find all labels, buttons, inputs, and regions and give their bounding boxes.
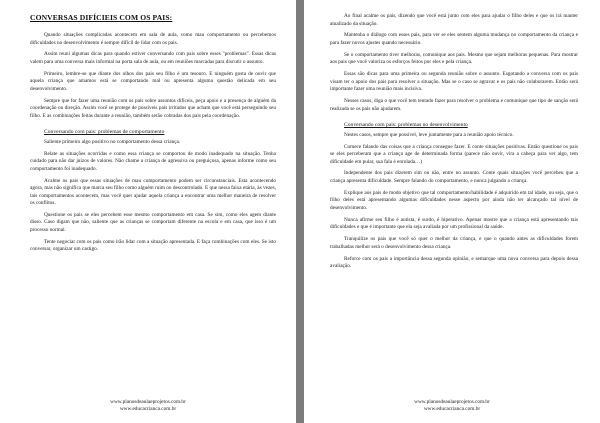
paragraph: Essas são dicas para uma primeira ou segunda reunião sobre o assunto. Esgotando a conversa com os pais visam ter o apoio dos pais para resolver a situação. Mas se o caso se agravar e os pais não colaborarem. Então será importante fazer uma reunião mais incisiva. [330, 71, 578, 93]
page-footer [304, 399, 600, 413]
footer-url: www.educacrianca.com.br [119, 406, 177, 413]
paragraph: Tranquilize os pais que você só quer o melhor da criança, e que o quando antes as dificuldades forem trabalhadas melhor será o desenvolvimento dessa criança. [330, 236, 578, 250]
document-title: CONVERSAS DIFÍCIEIS COM OS PAIS: [30, 13, 173, 22]
paragraph: Questione os pais se eles percebem esse mesmo comportamento em casa. Se sim, como eles agem diante disso. Caso digam que não, saliente que as crianças se comportam diferente na escola e em casa, que isso é um processo normal. [30, 211, 276, 233]
footer-url: www.planosdeaulaeprojetos.com.br [414, 399, 490, 406]
paragraph: Independente dos pais dizerem sim ou não, entre no assunto. Conte quais situações você percebeu que a criança apresenta dificuldade. Sempre falando do comportamento, e nunca julgando a criança. [330, 170, 578, 184]
paragraph: Reforce com os pais a importância dessa segunda opinião, e semarque uma nova conversa para depois dessa avaliação. [330, 255, 578, 269]
right-page [304, 0, 600, 423]
paragraph: Assim reuni algumas dicas para quando estiver conversando com pais sobre esses "problemas". Essas dicas valem para uma conversa mais informal na porta sala de aula, ou em reuniões marcadas para discutir o assunto. [30, 51, 276, 65]
page-footer [0, 399, 296, 413]
paragraph: Mantenha o diálogo com esses pais, para ver se eles sentem alguma mudança no comportamento da criança e para fazer novos ajustes quando necessário. [330, 32, 578, 46]
paragraph: Sempre que for fazer uma reunião com os pais sobre assuntos difíceis, peça apoio e a presença de alguém da coordenação ou direção. Assim você se protege de possíveis pais irritados que acham que você está perseguindo seu filho. E as combinações feitas durante a reunião, também serão cobradas dos pais pela coordenação. [30, 97, 276, 119]
footer-url: www.planosdeaulaeprojetos.com.br [110, 399, 186, 406]
paragraph: Primeiro, lembre-se que diante dos olhos dos pais seu filho é um tesouro. E ninguém gosta de ouvir que aquela criança que amamos está se comportando mal ou apresenta alguma questão delicada em seu desenvolvimento. [30, 70, 276, 92]
paragraph: Ao final acalme os pais, dizendo que você está junto com eles para ajudar o filho deles e que os irá manter atualizado da situação. [330, 13, 578, 27]
section-heading-development: Conversando com pais: problemas no desenvolvimento [344, 122, 468, 129]
paragraph: Relate as situações ocorridas e como essa criança se comportou de modo inadequado na situação. Tenha cuidado para não dar juízos de valores. Não chame a criança de agressiva ou preguiçosa, apenas informe como seu comportamento foi inadequado. [30, 150, 276, 172]
paragraph: Tente negociar com os pais como irão lidar com a situação apresentada. E faça combinações com eles. Se isto conversar, organizar um castigo. [30, 238, 276, 253]
footer-url: www.educacrianca.com.br [423, 406, 481, 413]
paragraph: Nunca afirme seu filho é autista, é surdo, é hiperativo. Apenas mostre que a criança está apresentando tais dificuldades e que é importante que ela seja avaliada por um profissional da saúde. [330, 216, 578, 231]
left-page [0, 0, 296, 423]
paragraph: Nestes casos, sempre que possível, leve juntamente para a reunião apoio técnico. [344, 131, 514, 138]
paragraph: Saliente primeiro algo positivo no comportamento dessa criança. [44, 138, 181, 145]
paragraph: Quando situações complicadas acontecem em sala de aula, como mau comportamento ou percebemos dificuldades no desenvolvimento é sempre difícil de lidar com os pais. [30, 32, 276, 46]
paragraph: Comece falando das coisas que a criança consegue fazer. E conte situações positivas. Então questione os pais se eles perceberam que a criança age de determinada forma (parece não ouvir, vira a cabeça para ver algo, tem dificuldade em pular, sua fala é enrolada…) [330, 143, 578, 165]
paragraph: Se o comportamento tiver melhoras, comunique aos pais. Mesmo que sejam melhoras pequenas. Para mostrar aos pais que você valoriza os esforços feitos por eles e pela criança. [330, 51, 578, 66]
paragraph: Explique aos pais de modo objetivo que tal comportamento/habilidade é adquirido em tal idade, ou seja, que o filho deles está apresentando algumas dificuldades nesse aspecto por ainda não ter alcançado tal nível de desenvolvimento. [330, 189, 578, 211]
section-heading-behavior: Conversando com pais: problemas de comportamento [44, 129, 165, 136]
paragraph: Nesses casos, diga o que você tem tentado fazer para resolver o problema e comunique que tipo de sanção será realizada se os pais não ajudarem. [330, 98, 578, 112]
paragraph: Acalme os pais que essas situações de mau comportamento podem ser circunstanciais. Esta acontecendo agora, mas não significa que marca seu filho como alguém ruim ou descontrolado. E que nessa faixa etária, às vezes, tais comportamentos acontecem, mas você quer ajudar aquela criança a encontrar uma melhor maneira de resolver os conflitos. [30, 177, 276, 207]
